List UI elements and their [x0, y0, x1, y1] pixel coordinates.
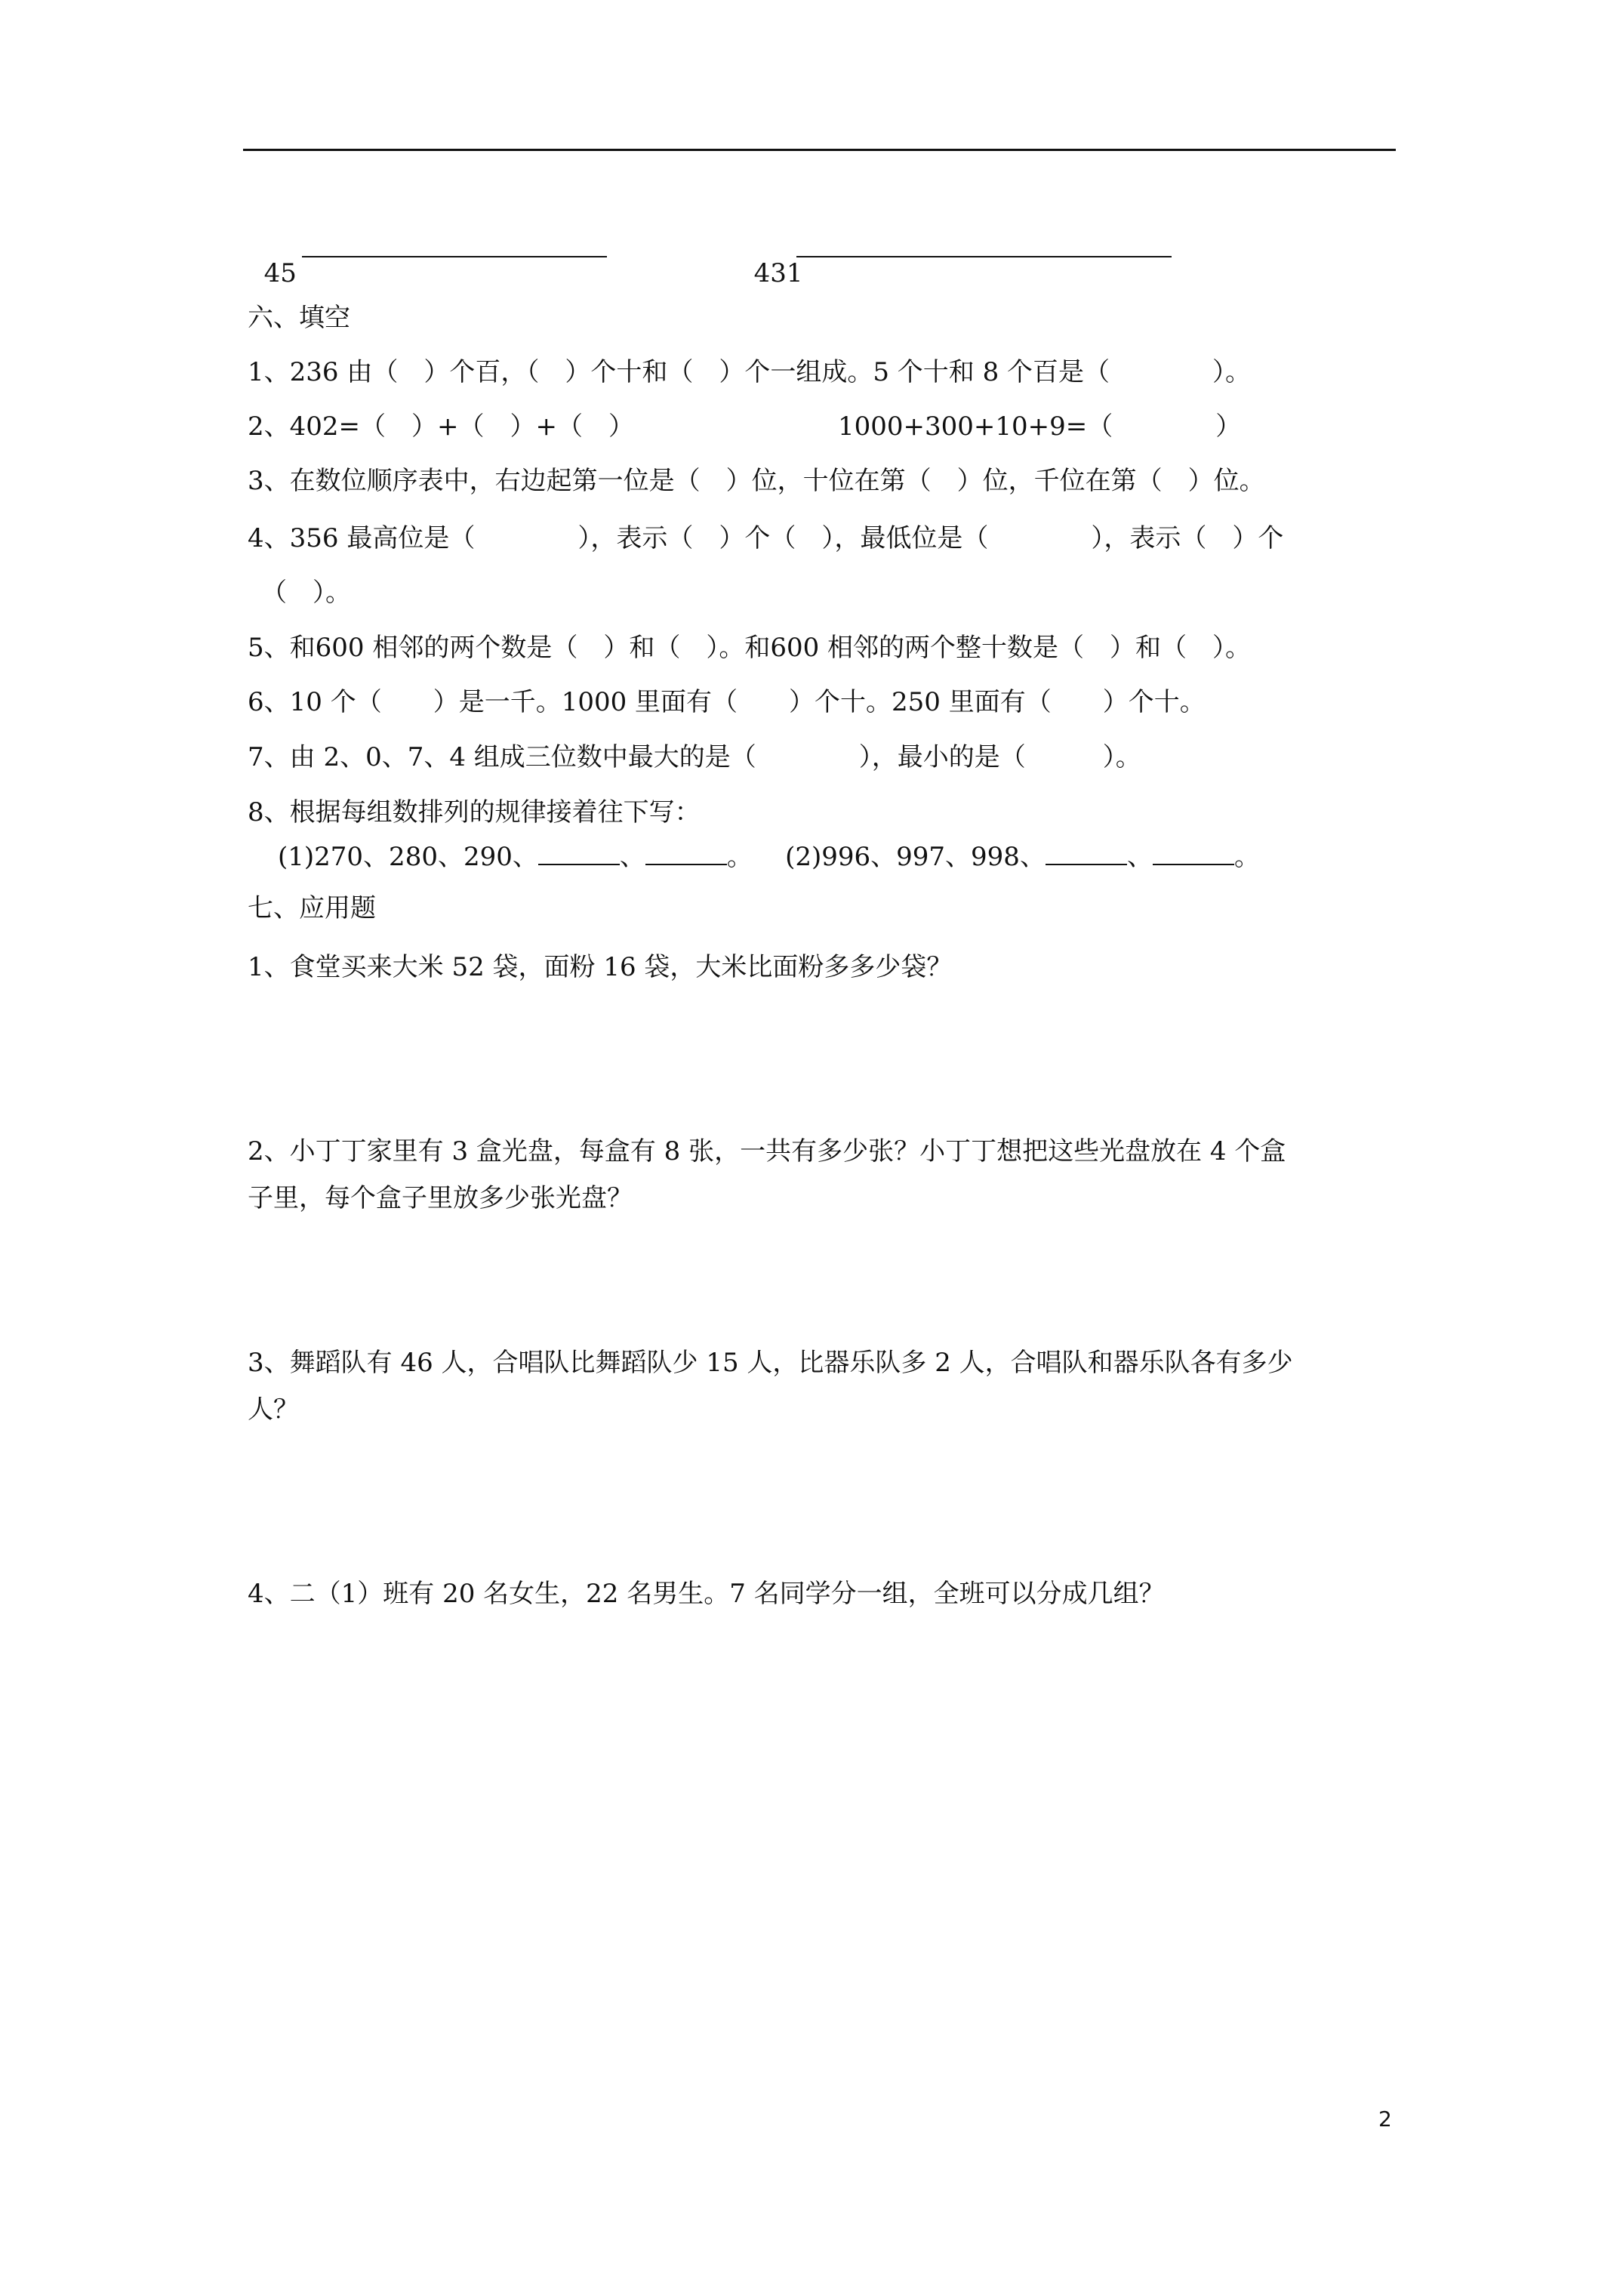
q8-p1-blank-1 — [538, 841, 620, 865]
convert-b-number: 431 — [753, 258, 803, 288]
s6-q7: 7、由 2、0、7、4 组成三位数中最大的是（ ），最小的是（ ）。 — [248, 742, 1141, 772]
convert-row — [248, 228, 297, 288]
s7-q3b: 人？ — [248, 1395, 299, 1425]
convert-b — [738, 228, 803, 288]
convert-a-blank — [302, 233, 607, 257]
s6-q6: 6、10 个（ ）是一千。1000 里面有（ ）个十。250 里面有（ ）个十。 — [248, 687, 1206, 717]
q8-p2-blank-2 — [1153, 841, 1234, 865]
s6-q8: 8、根据每组数排列的规律接着往下写： — [248, 797, 701, 827]
s7-q2a: 2、小丁丁家里有 3 盒光盘，每盒有 8 张，一共有多少张？小丁丁想把这些光盘放在 4 个盒 — [248, 1136, 1286, 1166]
convert-a-number: 45 — [263, 258, 297, 288]
q8-p2-blank-1 — [1046, 841, 1127, 865]
q8-sep-1: 、 — [619, 842, 645, 872]
q8-part2-text: (2)996、997、998、 — [785, 842, 1046, 872]
q8-p1-blank-2 — [645, 841, 727, 865]
s7-q2b: 子里，每个盒子里放多少张光盘？ — [248, 1183, 633, 1213]
q8-sep-2: 、 — [1126, 842, 1153, 872]
s6-q4: 4、356 最高位是（ ），表示（ ）个（ ），最低位是（ ），表示（ ）个 — [248, 523, 1284, 553]
s6-q2b: 1000+300+10+9=（ ） — [838, 411, 1242, 442]
s6-q1: 1、236 由（ ）个百，（ ）个十和（ ）个一组成。5 个十和 8 个百是（ ）。 — [248, 357, 1252, 387]
section6-title: 六、填空 — [248, 303, 350, 333]
s7-q1: 1、食堂买来大米 52 袋，面粉 16 袋，大米比面粉多多少袋？ — [248, 952, 953, 982]
s7-q3a: 3、舞蹈队有 46 人，合唱队比舞蹈队少 15 人，比器乐队多 2 人，合唱队和器乐队各有多少 — [248, 1348, 1293, 1378]
header-rule — [243, 149, 1396, 151]
q8-end-1: 。 — [726, 842, 753, 872]
s6-q4b: （ ）。 — [261, 578, 351, 608]
section7-title: 七、应用题 — [248, 893, 376, 923]
s6-q3: 3、在数位顺序表中，右边起第一位是（ ）位，十位在第（ ）位，千位在第（ ）位。 — [248, 466, 1265, 496]
s6-q2a: 2、402=（ ）+（ ）+（ ） — [248, 411, 634, 442]
s7-q4: 4、二（1）班有 20 名女生，22 名男生。7 名同学分一组，全班可以分成几组？ — [248, 1579, 1165, 1609]
q8-part1-text: (1)270、280、290、 — [278, 842, 538, 872]
s6-q5: 5、和600 相邻的两个数是（ ）和（ ）。和600 相邻的两个整十数是（ ）和（ ）。 — [248, 633, 1252, 663]
page-number: 2 — [1378, 2106, 1392, 2131]
q8-end-2: 。 — [1233, 842, 1260, 872]
s6-q8-sequences — [278, 841, 1260, 872]
convert-b-blank — [796, 233, 1172, 257]
